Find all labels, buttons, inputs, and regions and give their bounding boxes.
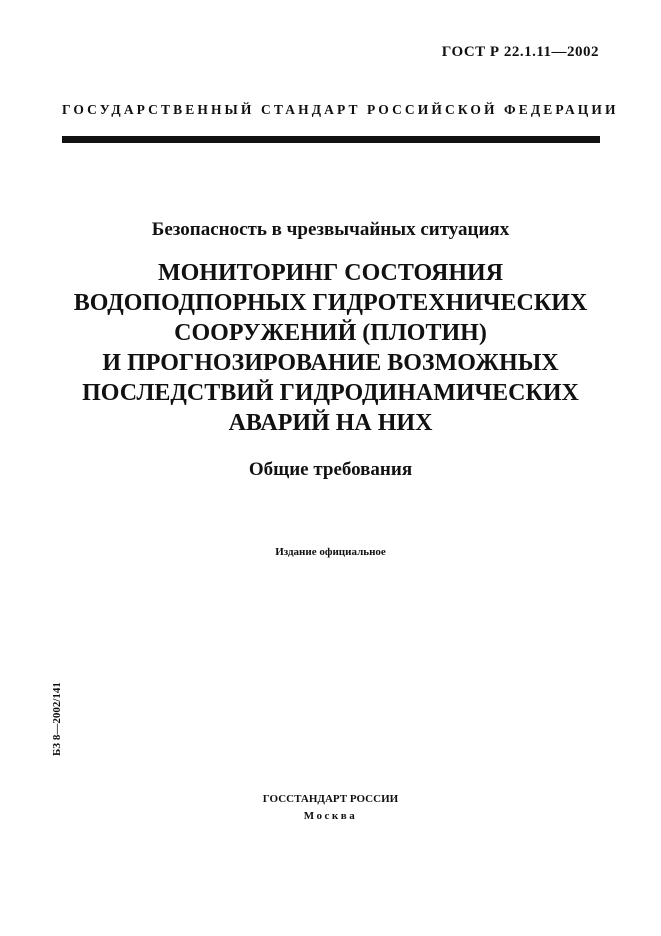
publisher: ГОССТАНДАРТ РОССИИ <box>262 793 399 805</box>
state-standard-heading: ГОСУДАРСТВЕННЫЙ СТАНДАРТ РОССИЙСКОЙ ФЕДЕРАЦИИ <box>62 102 619 117</box>
subtitle: Общие требования <box>248 459 413 480</box>
main-title-line: И ПРОГНОЗИРОВАНИЕ ВОЗМОЖНЫХ <box>102 350 559 376</box>
main-title-line: ВОДОПОДПОРНЫХ ГИДРОТЕХНИЧЕСКИХ <box>73 290 588 316</box>
main-title-line: СООРУЖЕНИЙ (ПЛОТИН) <box>174 320 487 346</box>
edition-note: Издание официальное <box>275 546 386 558</box>
main-title-line: МОНИТОРИНГ СОСТОЯНИЯ <box>157 260 504 286</box>
side-publication-code: БЗ 8—2002/141 <box>51 682 63 756</box>
main-title-line: АВАРИЙ НА НИХ <box>228 410 433 436</box>
header-divider <box>62 136 600 143</box>
series-title: Безопасность в чрезвычайных ситуациях <box>151 219 510 240</box>
publication-city: Москва <box>303 810 358 822</box>
document-number: ГОСТ Р 22.1.11—2002 <box>441 44 599 60</box>
main-title <box>40 258 621 438</box>
main-title-line: ПОСЛЕДСТВИЙ ГИДРОДИНАМИЧЕСКИХ <box>82 380 579 406</box>
